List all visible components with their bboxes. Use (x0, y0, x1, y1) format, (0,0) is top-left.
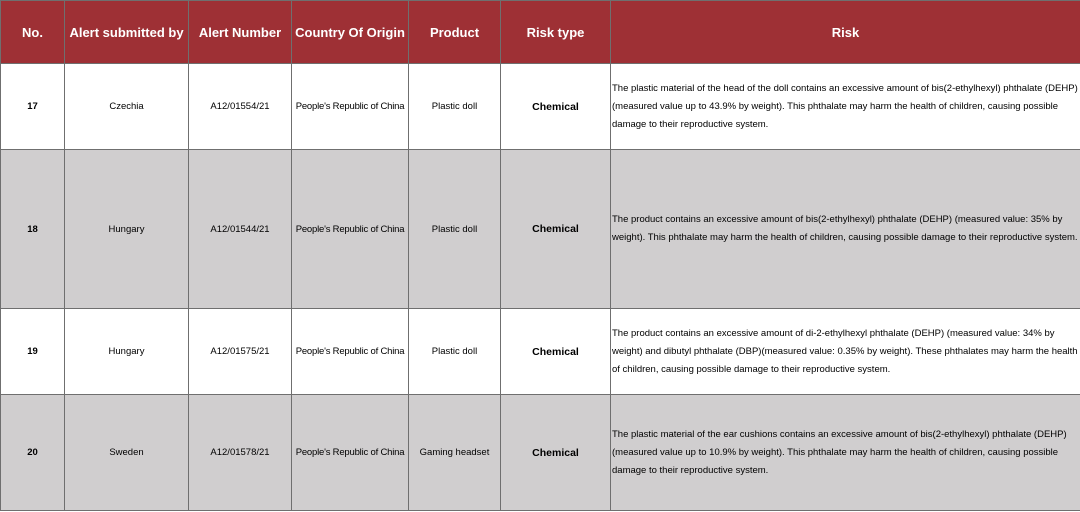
cell-alert-number: A12/01554/21 (189, 64, 292, 150)
cell-product: Gaming headset (409, 395, 501, 511)
cell-product: Plastic doll (409, 309, 501, 395)
cell-risk: The product contains an excessive amount of di-2-ethylhexyl phthalate (DEHP) (measured value: 34% by weight) and dibutyl phthalate (DBP)(measured value: 0.35% by weight). These phthalates may harm the health of children, causing possible damage to their reproductive system. (611, 309, 1080, 395)
cell-risk-type: Chemical (501, 395, 611, 511)
cell-alert-number: A12/01575/21 (189, 309, 292, 395)
cell-submitted-by: Hungary (65, 309, 189, 395)
header-row (1, 1, 1080, 64)
cell-no: 20 (1, 395, 65, 511)
table-row (1, 395, 1080, 511)
cell-submitted-by: Hungary (65, 150, 189, 309)
header-no: No. (1, 1, 65, 64)
cell-country: People's Republic of China (292, 64, 409, 150)
cell-risk-type: Chemical (501, 64, 611, 150)
header-risk: Risk (611, 1, 1080, 64)
cell-product: Plastic doll (409, 64, 501, 150)
cell-no: 19 (1, 309, 65, 395)
cell-country: People's Republic of China (292, 150, 409, 309)
cell-submitted-by: Sweden (65, 395, 189, 511)
cell-risk-type: Chemical (501, 150, 611, 309)
cell-alert-number: A12/01578/21 (189, 395, 292, 511)
cell-risk: The plastic material of the head of the doll contains an excessive amount of bis(2-ethylhexyl) phthalate (DEHP) (measured value up to 43.9% by weight). This phthalate may harm the health of children, causing possible damage to their reproductive system. (611, 64, 1080, 150)
cell-no: 17 (1, 64, 65, 150)
header-product: Product (409, 1, 501, 64)
header-alert-number: Alert Number (189, 1, 292, 64)
cell-no: 18 (1, 150, 65, 309)
cell-submitted-by: Czechia (65, 64, 189, 150)
header-country: Country Of Origin (292, 1, 409, 64)
cell-product: Plastic doll (409, 150, 501, 309)
header-submitted-by: Alert submitted by (65, 1, 189, 64)
cell-risk: The product contains an excessive amount of bis(2-ethylhexyl) phthalate (DEHP) (measured value: 35% by weight). This phthalate may harm the health of children, causing possible damage to their reproductive system. (611, 150, 1080, 309)
cell-country: People's Republic of China (292, 309, 409, 395)
table-row (1, 150, 1080, 309)
table-row (1, 309, 1080, 395)
cell-risk: The plastic material of the ear cushions contains an excessive amount of bis(2-ethylhexyl) phthalate (DEHP) (measured value up to 10.9% by weight). This phthalate may harm the health of children, causing possible damage to their reproductive system. (611, 395, 1080, 511)
cell-risk-type: Chemical (501, 309, 611, 395)
cell-country: People's Republic of China (292, 395, 409, 511)
table-row (1, 64, 1080, 150)
cell-alert-number: A12/01544/21 (189, 150, 292, 309)
header-risk-type: Risk type (501, 1, 611, 64)
